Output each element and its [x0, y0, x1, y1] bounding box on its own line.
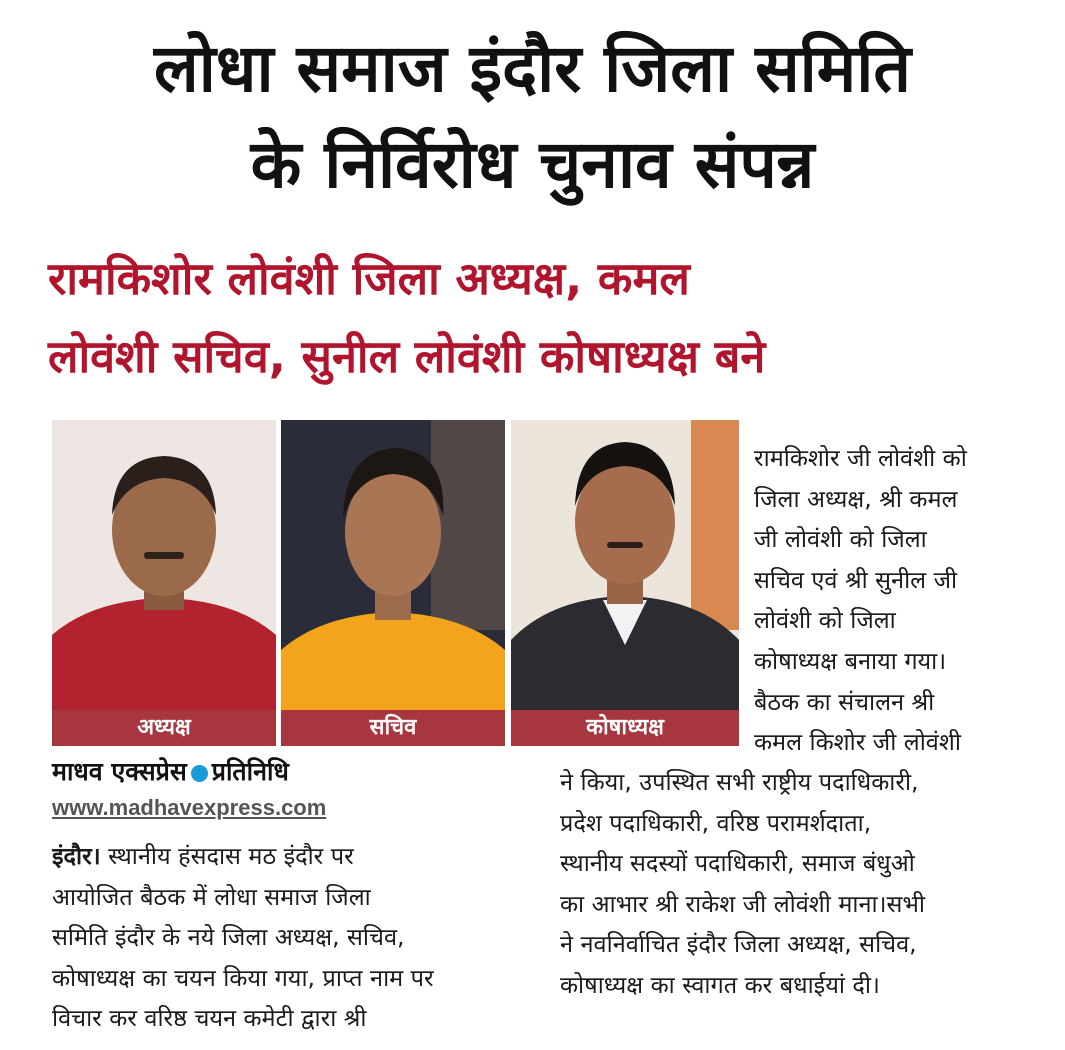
president-caption: अध्यक्ष — [52, 710, 276, 746]
article-line: जी लोवंशी को जिला — [754, 525, 927, 554]
article-line: प्रदेश पदाधिकारी, वरिष्ठ परामर्शदाता, — [560, 808, 872, 837]
subheadline-line-2: लोवंशी सचिव, सुनील लोवंशी कोषाध्यक्ष बने — [48, 330, 766, 383]
headline-line-2: के निर्विरोध चुनाव संपन्न — [250, 126, 815, 203]
publication-name: माधव एक्सप्रेस — [52, 757, 187, 786]
byline-role: प्रतिनिधि — [211, 757, 289, 786]
secretary-photo — [281, 420, 505, 710]
article-line: स्थानीय सदस्यों पदाधिकारी, समाज बंधुओ — [560, 849, 915, 878]
article-line: जिला अध्यक्ष, श्री कमल — [754, 484, 958, 513]
article-column-right-top — [754, 438, 1030, 763]
article-line-text: स्थानीय हंसदास मठ इंदौर पर — [108, 842, 354, 870]
secretary-caption: सचिव — [281, 710, 505, 746]
article-column-right-bottom — [560, 762, 1030, 1006]
article-line: कोषाध्यक्ष का चयन किया गया, प्राप्त नाम पर — [52, 963, 434, 992]
treasurer-caption: कोषाध्यक्ष — [511, 710, 739, 746]
article-line — [52, 836, 518, 877]
treasurer-photo — [511, 420, 739, 710]
article-line: समिति इंदौर के नये जिला अध्यक्ष, सचिव, — [52, 923, 405, 952]
dateline: इंदौर। — [52, 842, 101, 870]
headline-line-1: लोधा समाज इंदौर जिला समिति — [154, 30, 911, 107]
article-line: लोवंशी को जिला — [754, 606, 896, 635]
article-line: कमल किशोर जी लोवंशी — [754, 728, 961, 757]
president-photo — [52, 420, 276, 710]
article-line: सचिव एवं श्री सुनील जी — [754, 565, 958, 594]
subheadline-line-1: रामकिशोर लोवंशी जिला अध्यक्ष, कमल — [48, 252, 690, 305]
article-line: बैठक का संचालन श्री — [754, 687, 935, 716]
article-line: ने किया, उपस्थित सभी राष्ट्रीय पदाधिकारी, — [560, 768, 919, 796]
article-line: कोषाध्यक्ष बनाया गया। — [754, 646, 947, 675]
article-line: आयोजित बैठक में लोधा समाज जिला — [52, 882, 371, 911]
article-line: रामकिशोर जी लोवंशी को — [754, 444, 967, 472]
article-line: कोषाध्यक्ष का स्वागत कर बधाईयां दी। — [560, 970, 880, 999]
website-link[interactable]: www.madhavexpress.com — [52, 795, 327, 820]
article-line: ने नवनिर्वाचित इंदौर जिला अध्यक्ष, सचिव, — [560, 930, 917, 959]
bullet-dot-icon — [191, 765, 208, 782]
byline — [52, 754, 289, 788]
article-line: विचार कर वरिष्ठ चयन कमेटी द्वारा श्री — [52, 1004, 367, 1033]
article-column-left — [52, 836, 518, 1048]
article-line: का आभार श्री राकेश जी लोवंशी माना।सभी — [560, 889, 925, 918]
